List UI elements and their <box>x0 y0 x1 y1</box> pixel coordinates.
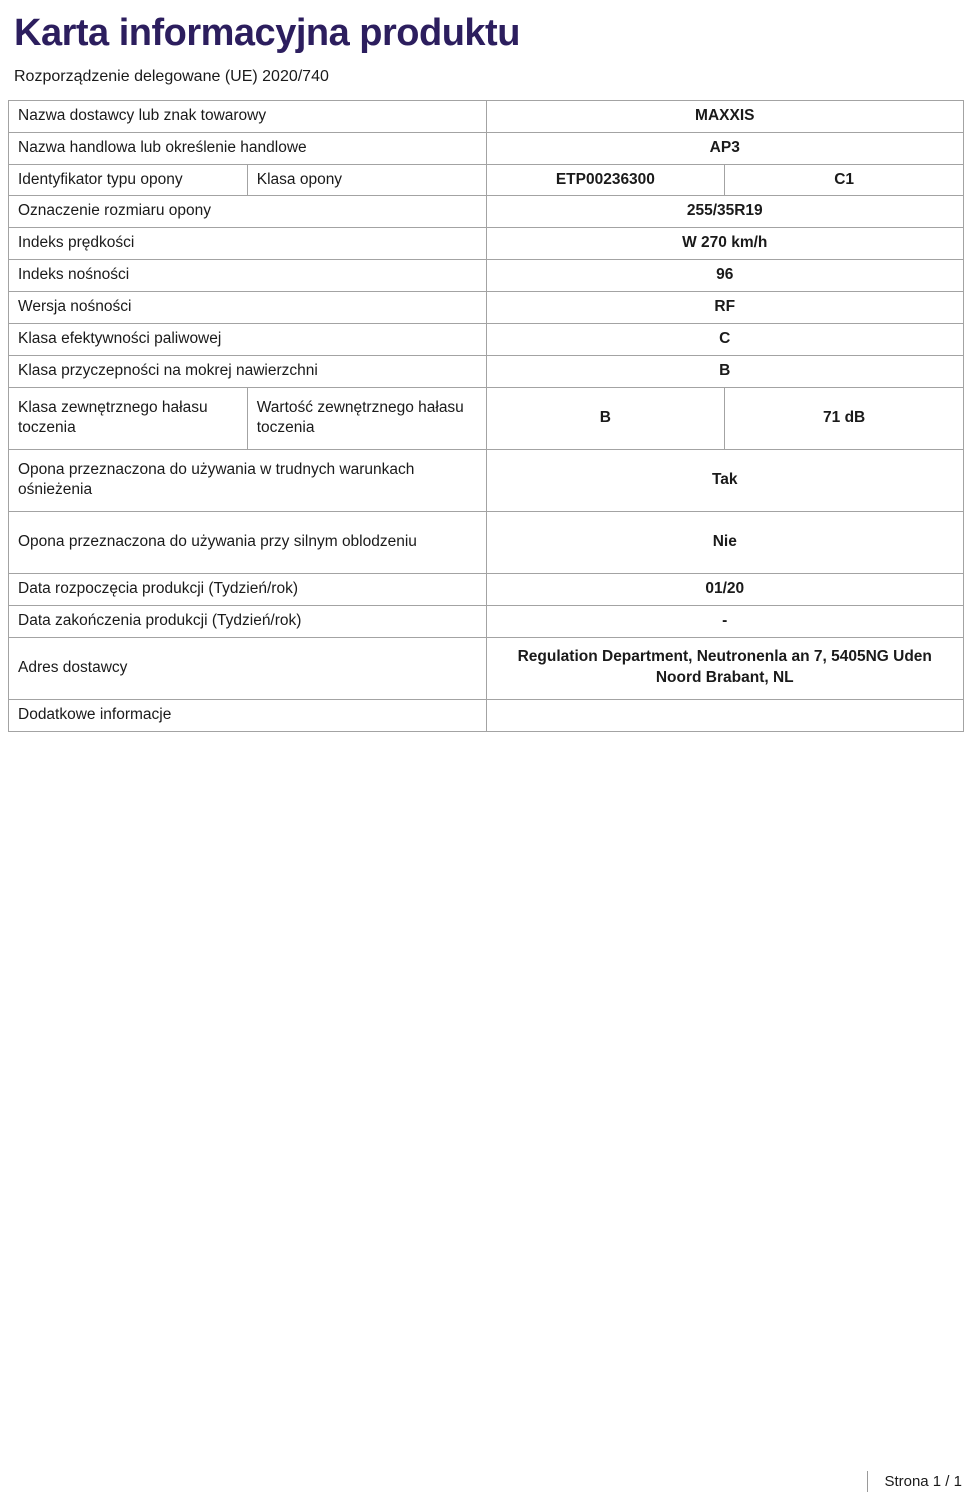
page-number: Strona 1 / 1 <box>867 1471 964 1492</box>
table-row-trade-name <box>9 132 964 164</box>
tyre-class-value: C1 <box>725 164 964 196</box>
supplier-value: MAXXIS <box>486 100 964 132</box>
prod-end-label: Data zakończenia produkcji (Tydzień/rok) <box>9 605 487 637</box>
table-row-prod-end <box>9 605 964 637</box>
noise-class-value: B <box>486 387 725 449</box>
load-index-label: Indeks nośności <box>9 260 487 292</box>
prod-start-value: 01/20 <box>486 573 964 605</box>
address-label: Adres dostawcy <box>9 637 487 699</box>
product-info-table <box>8 100 964 732</box>
page-title: Karta informacyjna produktu <box>14 12 520 54</box>
snow-label: Opona przeznaczona do używania w trudnych warunkach ośnieżenia <box>9 449 487 511</box>
type-identifier-value: ETP00236300 <box>486 164 725 196</box>
fuel-class-label: Klasa efektywności paliwowej <box>9 324 487 356</box>
table-row-load-version <box>9 292 964 324</box>
wet-grip-label: Klasa przyczepności na mokrej nawierzchni <box>9 356 487 388</box>
size-label: Oznaczenie rozmiaru opony <box>9 196 487 228</box>
trade-name-value: AP3 <box>486 132 964 164</box>
noise-value-label: Wartość zewnętrznego hałasu toczenia <box>247 387 486 449</box>
tyre-class-label: Klasa opony <box>247 164 486 196</box>
table-row-ice <box>9 511 964 573</box>
supplier-label: Nazwa dostawcy lub znak towarowy <box>9 100 487 132</box>
table-row-address <box>9 637 964 699</box>
prod-start-label: Data rozpoczęcia produkcji (Tydzień/rok) <box>9 573 487 605</box>
table-row-noise <box>9 387 964 449</box>
table-row-prod-start <box>9 573 964 605</box>
table-row-wet-grip <box>9 356 964 388</box>
table-row-fuel-class <box>9 324 964 356</box>
additional-info-label: Dodatkowe informacje <box>9 699 487 731</box>
load-version-label: Wersja nośności <box>9 292 487 324</box>
noise-db-value: 71 dB <box>725 387 964 449</box>
trade-name-label: Nazwa handlowa lub określenie handlowe <box>9 132 487 164</box>
table-row-load-index <box>9 260 964 292</box>
size-value: 255/35R19 <box>486 196 964 228</box>
product-information-sheet <box>0 0 972 732</box>
table-row-snow <box>9 449 964 511</box>
table-row-size <box>9 196 964 228</box>
load-version-value: RF <box>486 292 964 324</box>
wet-grip-value: B <box>486 356 964 388</box>
type-identifier-label: Identyfikator typu opony <box>9 164 248 196</box>
regulation-subtitle: Rozporządzenie delegowane (UE) 2020/740 <box>14 67 329 85</box>
fuel-class-value: C <box>486 324 964 356</box>
table-row-speed-index <box>9 228 964 260</box>
snow-value: Tak <box>486 449 964 511</box>
address-value: Regulation Department, Neutronenla an 7, 5405NG Uden Noord Brabant, NL <box>486 637 964 699</box>
noise-class-label: Klasa zewnętrznego hałasu toczenia <box>9 387 248 449</box>
table-row-supplier <box>9 100 964 132</box>
ice-label: Opona przeznaczona do używania przy silnym oblodzeniu <box>9 511 487 573</box>
speed-index-value: W 270 km/h <box>486 228 964 260</box>
speed-index-label: Indeks prędkości <box>9 228 487 260</box>
table-row-type-identifier <box>9 164 964 196</box>
prod-end-value: - <box>486 605 964 637</box>
table-row-additional-info <box>9 699 964 731</box>
load-index-value: 96 <box>486 260 964 292</box>
additional-info-value <box>486 699 964 731</box>
ice-value: Nie <box>486 511 964 573</box>
